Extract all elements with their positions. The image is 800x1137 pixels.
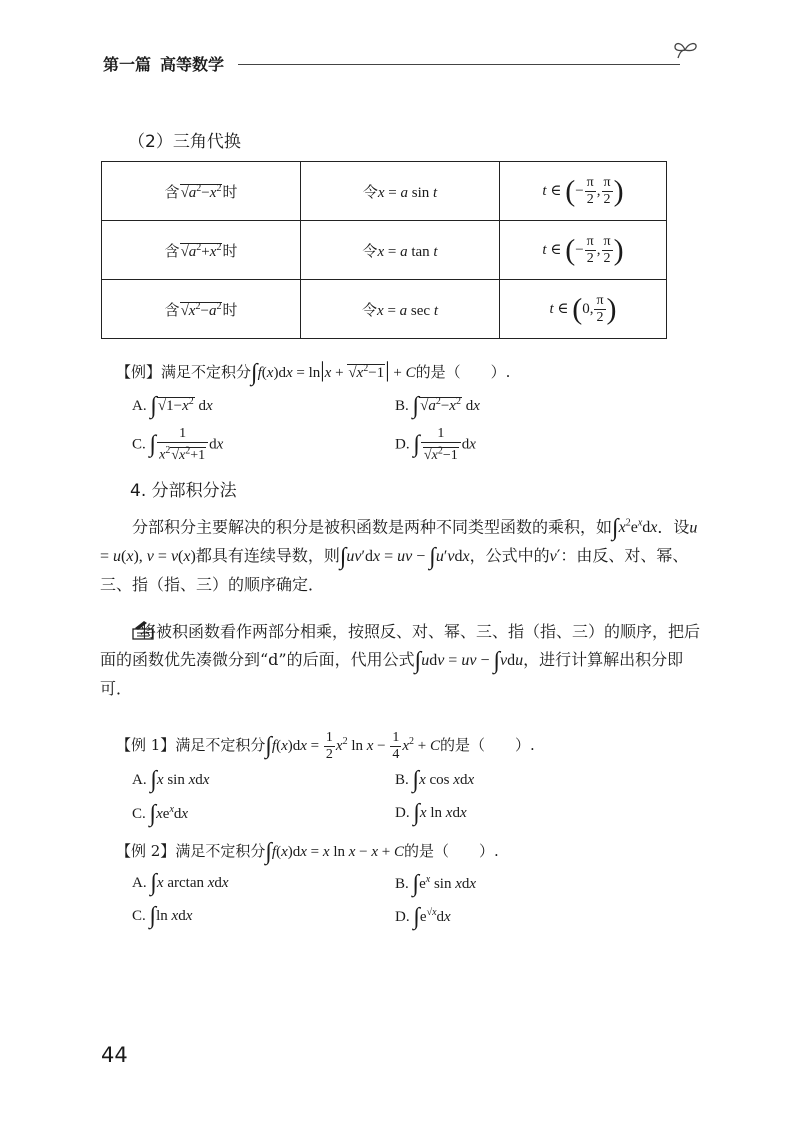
option-a[interactable]: A. ∫x arctan xdx (132, 870, 229, 896)
header-title: 高等数学 (160, 55, 225, 74)
example-question: 【例】满足不定积分$\int f(x)dx = \ln|x + √x^2-1| + C$的是（ ）. (116, 357, 511, 386)
sprout-icon (672, 38, 700, 62)
example-tag: 【例】 (116, 363, 162, 381)
example-2-question: 【例 2】满足不定积分∫f(x)dx = x ln x − x + C的是（ ）. (116, 839, 499, 865)
table-cell-condition: 含$√a^2+x^2$时 (102, 221, 301, 280)
option-c[interactable]: C. ∫ln xdx (132, 903, 193, 929)
section-title-substitution: （2）三角代换 (128, 132, 241, 152)
table-cell-substitution: 令x = a tan t (301, 221, 500, 280)
section-title-integration-by-parts: 4. 分部积分法 (130, 481, 237, 501)
option-a[interactable]: A. $\int√1-x^2$ dx (132, 393, 213, 419)
table-cell-range: t ∈ (− $\frac{\pi}{2}$ , $\frac{\pi}{2}$ ) (500, 221, 667, 280)
table-cell-condition: 含$√x^2-a^2$时 (102, 280, 301, 339)
table-cell-substitution: 令x = a sec t (301, 280, 500, 339)
option-a[interactable]: A. ∫x sin xdx (132, 767, 210, 793)
option-d[interactable]: D. ∫ $\frac{1}{√x^2-1}$ dx (395, 426, 476, 463)
option-b[interactable]: B. ∫x cos xdx (395, 767, 475, 793)
example-1-question: 【例 1】满足不定积分∫f(x)dx = $\frac{1}{2}$ $x^2$ ln x − $\frac{1}{4}$ $x^2 + C$的是（ ）. (116, 730, 535, 762)
example-tag: 【例 1】 (116, 735, 176, 754)
table-cell-substitution: 令x = a sin t (301, 162, 500, 221)
option-d[interactable]: D. $\int e^{√x}dx$ (395, 904, 451, 930)
example-tag: 【例 2】 (116, 842, 176, 860)
header-rule (238, 64, 680, 65)
option-b[interactable]: B. $\int e^x$ sin xdx (395, 871, 477, 897)
table-cell-range: t ∈ (0, $\frac{\pi}{2}$ ) (500, 280, 667, 339)
option-d[interactable]: D. ∫x ln xdx (395, 800, 467, 826)
page-number: 44 (101, 1043, 128, 1067)
table-cell-range: t ∈ (− $\frac{\pi}{2}$ , $\frac{\pi}{2}$ ) (500, 162, 667, 221)
table-row (102, 162, 667, 221)
tip-paragraph: 将被积函数看作两部分相乘，按照反、对、幂、三、指（指、三）的顺序，把后面的函数优先凑微分到“d”的后面，代用公式∫udv = uv − ∫vdu，进行计算解出积分即可． (100, 622, 701, 698)
option-b[interactable]: B. $\int√a^2-x^2$ dx (395, 393, 480, 419)
table-row (102, 280, 667, 339)
option-c[interactable]: C. ∫ $\frac{1}{x^2√x^2+1}$ dx (132, 426, 224, 463)
table-cell-condition: 含$√a^2-x^2$时 (102, 162, 301, 221)
substitution-table (101, 161, 667, 339)
paragraph-integration-by-parts: 分部积分主要解决的积分是被积函数是两种不同类型函数的乘积，如$\int x^2e^xdx$．设u = u(x), v = v(x)都具有连续导数，则∫uv′dx = uv − ∫u′vdx，公式中的v′：由反、对、幂、三、指（指、三）的顺序确定． (100, 515, 698, 595)
header-chapter: 第一篇 (103, 55, 152, 74)
option-c[interactable]: C. $\int xe^xdx$ (132, 801, 189, 827)
table-row (102, 221, 667, 280)
